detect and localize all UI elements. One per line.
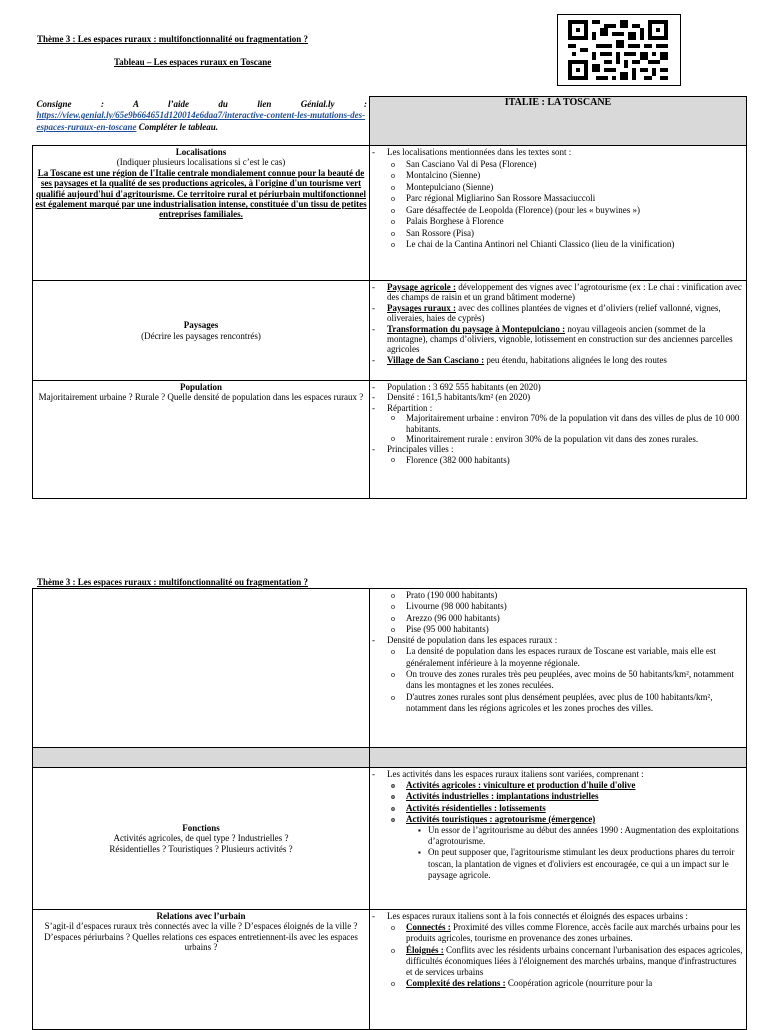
consigne-label: Consigne : A l’aide du lien Génial.ly : (36, 98, 367, 109)
relations-intro: - Les espaces ruraux italiens sont à la fois connectés et éloignés des espaces urbains : (372, 911, 744, 922)
repartition-item: o Minoritairement rurale : environ 30% de la population vit dans des zones rurales. (372, 434, 744, 444)
paysages-hint: (Décrire les paysages rencontrés) (141, 330, 261, 341)
localisation-item: o Montepulciano (Sienne) (372, 182, 744, 194)
table-page1 (32, 96, 747, 499)
theme-title-page2: Thème 3 : Les espaces ruraux : multifonctionnalité ou fragmentation ? (37, 577, 308, 587)
densite-item: o On trouve des zones rurales très peu peuplées, avec moins de 50 habitants/km², notamment dans les montagnes et les zones reculées. (372, 669, 744, 692)
paysage-item: - Paysages ruraux : avec des collines plantées de vignes et d’oliviers (relief vallonné, vignes, oliveraies, haies de cyprès) (372, 303, 744, 324)
agrotourisme-item: ▪ Un essor de l’agritourisme au début des années 1990 : Augmentation des exploitations d’agrotourisme. (372, 825, 744, 847)
localisations-title: Localisations (175, 147, 227, 157)
villes-line: - Principales villes : (372, 444, 744, 454)
column-header-toscane: ITALIE : LA TOSCANE (370, 97, 747, 146)
activite-item: o Activités résidentielles : lotissements (372, 803, 744, 814)
activite-item: o Activités agricoles : viniculture et production d'huile d'olive (372, 780, 744, 791)
activite-item: o Activités touristiques : agrotourisme (émergence) (372, 814, 744, 825)
localisations-label-cell (33, 146, 370, 281)
localisations-content-cell (370, 146, 747, 281)
fonctions-label-cell (33, 768, 370, 910)
localisation-item: o Parc régional Migliarino San Rossore Massaciuccoli (372, 193, 744, 205)
relations-hint: S’agit-il d’espaces ruraux très connectés avec la ville ? D’espaces éloignés de la ville ? D’espaces périurbains ? Quelles relations ces espaces entretiennent-ils avec les espaces urbains ? (44, 921, 358, 953)
paysage-item: - Village de San Casciano : peu étendu, habitations alignées le long des routes (372, 355, 744, 365)
paysage-item: - Transformation du paysage à Montepulciano : noyau villageois ancien (sommet de la montagne), champs d’oliviers, vignoble, lotissement en construction sur des anciennes parcelles agricoles (372, 324, 744, 355)
relations-content-cell (370, 910, 747, 1030)
population-label-cell (33, 381, 370, 499)
relation-item: o Connectés : Proximité des villes comme Florence, accès facile aux marchés urbains pour les produits agricoles, tourisme en provenance des zones urbaines. (372, 922, 744, 944)
consigne-end: Compléter le tableau. (138, 121, 218, 132)
ville-item: o Florence (382 000 habitants) (372, 455, 744, 465)
repartition-line: - Répartition : (372, 403, 744, 413)
localisations-hint: (Indiquer plusieurs localisations si c’est le cas) (116, 157, 286, 168)
relations-label-cell (33, 910, 370, 1030)
density-line: - Densité : 161,5 habitants/km² (en 2020) (372, 392, 744, 402)
population-hint: Majoritairement urbaine ? Rurale ? Quelle densité de population dans les espaces ruraux ? (38, 392, 364, 403)
relation-item: o Éloignés : Conflits avec les résidents urbains concernant l'urbanisation des espaces agricoles, difficultés économiques liées à l'éloignement des marchés urbains, manque d'infrastructures et de services urbains (372, 945, 744, 979)
list-item: - Les localisations mentionnées dans les textes sont : (372, 147, 744, 159)
paysages-content-cell (370, 281, 747, 381)
ville-item: o Livourne (98 000 habitants) (372, 601, 744, 612)
localisation-item: o Gare désaffectée de Leopolda (Florence) (pour les « buywines ») (372, 205, 744, 217)
relations-title: Relations avec l’urbain (156, 911, 246, 921)
qr-code-icon (568, 19, 668, 81)
fonctions-content-cell (370, 768, 747, 910)
fonctions-intro: - Les activités dans les espaces ruraux italiens sont variées, comprenant : (372, 769, 744, 780)
ville-item: o Prato (190 000 habitants) (372, 590, 744, 601)
ville-item: o Pise (95 000 habitants) (372, 624, 744, 635)
genially-link[interactable]: https://view.genial.ly/65e9b664651d120014e6daa7/interactive-content-les-mutations-des-espaces-ruraux-en-toscane (36, 110, 366, 132)
qr-code[interactable] (557, 14, 681, 86)
localisation-item: o San Casciano Val di Pesa (Florence) (372, 159, 744, 171)
subtitle: Tableau – Les espaces ruraux en Toscane (114, 57, 272, 67)
relation-item: o Complexité des relations : Coopération agricole (nourriture pour la (372, 978, 744, 989)
paysages-label-cell (33, 281, 370, 381)
consigne-cell (33, 97, 370, 146)
population-suite-label-cell (33, 589, 370, 748)
localisation-item: o Le chai de la Cantina Antinori nel Chianti Classico (lieu de la vinification) (372, 239, 744, 251)
population-suite-content-cell (370, 589, 747, 748)
paysage-item: - Paysage agricole : développement des vignes avec l’agrotourisme (ex : Le chai : vinification avec des champs de raisin et un grand bâtiment moderne) (372, 282, 744, 303)
population-title: Population (179, 382, 222, 392)
localisation-item: o Montalcino (Sienne) (372, 170, 744, 182)
fonctions-title: Fonctions (182, 822, 220, 833)
agrotourisme-item: ▪ On peut supposer que, l'agritourisme stimulant les deux productions phares du terroir toscan, la plantation de vignes et d'oliviers est encouragée, ce qui a un impact sur le paysage agricole. (372, 847, 744, 881)
fonctions-hint: Activités agricoles, de quel type ? Industrielles ? Résidentielles ? Touristiques ? Plusieurs activités ? (109, 833, 293, 854)
population-line: - Population : 3 692 555 habitants (en 2020) (372, 382, 744, 392)
paysages-title: Paysages (183, 320, 219, 331)
densite-item: o D'autres zones rurales sont plus densément peuplées, avec plus de 100 habitants/km², notamment dans les régions agricoles et les zones proches des villes. (372, 692, 744, 715)
table-page2 (32, 588, 747, 1030)
localisation-item: o San Rossore (Pisa) (372, 228, 744, 240)
localisations-summary: La Toscane est une région de l'Italie centrale mondialement connue pour la beauté de ses paysages et la qualité de ses productions agricoles, à l'origine d'un tourisme vert qualifié aujourd'hui d'agritourisme. Ce territoire rural et périurbain multifonctionnel est également marqué par une industrialisation intense, constituée d'un tissu de petites entreprises familiales. (35, 167, 367, 220)
activite-item: o Activités industrielles : implantations industrielles (372, 791, 744, 802)
ville-item: o Arezzo (96 000 habitants) (372, 613, 744, 624)
separator-row-right (370, 748, 747, 768)
localisation-item: o Palais Borghese à Florence (372, 216, 744, 228)
densite-intro: - Densité de population dans les espaces ruraux : (372, 635, 744, 646)
theme-title-page1: Thème 3 : Les espaces ruraux : multifonctionnalité ou fragmentation ? (37, 34, 308, 44)
repartition-item: o Majoritairement urbaine : environ 70% de la population vit dans des villes de plus de 10 000 habitants. (372, 413, 744, 434)
densite-item: o La densité de population dans les espaces ruraux de Toscane est variable, mais elle est généralement inférieure à la moyenne régionale. (372, 646, 744, 669)
separator-row-left (33, 748, 370, 768)
population-content-cell (370, 381, 747, 499)
